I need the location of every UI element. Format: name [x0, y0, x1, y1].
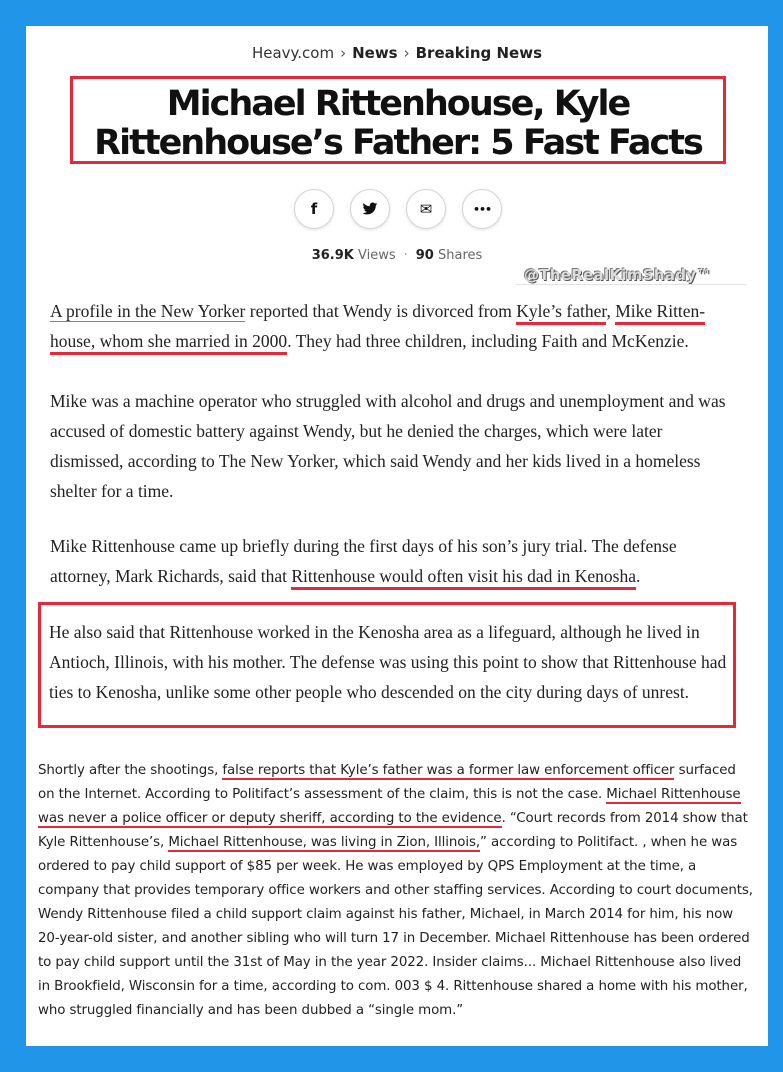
more-share-button[interactable]: [462, 189, 502, 229]
paragraph-4: He also said that Rittenhouse worked in the Kenosha area as a lifeguard, although he lived in Antioch, Illinois, with his mother. The defense was using this point to show that Rittenhouse had ties to Kenosha, unlike some other people who descended on the city during days of unrest.: [49, 622, 727, 702]
watermark: @TheRealKimShady™: [524, 266, 712, 284]
paragraph-text: ” according to Politifact. , when he was ordered to pay child support of $85 per week. He was employed by QPS Employment at the time, a company that provides temporary office workers and other staffing services. According to court documents, Wendy Rittenhouse filed a child support claim against his father, Michael, in March 2014 for him, his now 20-year-old sister, and another sibling who will turn 17 in December. Michael Rittenhouse has been ordered to pay child support until the 31st of May in the year 2022. Insider claims... Michael Rittenhouse also lived in Brookfield, Wisconsin for a time, according to com. 003 $ 4. Rittenhouse shared a home with his mother, who struggled financially and has been dubbed a “single mom.”: [38, 835, 753, 1018]
highlighted-text: Kyle’s father: [516, 301, 606, 325]
paragraph-text: Mike Rittenhouse came up briefly during the first days of his son’s jury trial. The defense attorney, Mark Richards, said that: [50, 536, 677, 586]
highlighted-text: false reports that Kyle’s father was a former law enforcement officer: [222, 763, 675, 778]
highlighted-text: Rittenhouse would often visit his dad in Kenosha: [291, 566, 636, 590]
divider: [516, 284, 746, 285]
paragraph-text: surfaced on the Internet. According to Politifact’s assessment of the claim, this is not the case.: [38, 763, 736, 802]
paragraph-5: [38, 759, 756, 1023]
page-title: [73, 85, 723, 163]
share-bar: [294, 189, 502, 229]
views-label: Views: [358, 248, 396, 263]
paragraph-3: [50, 531, 730, 591]
shares-label: Shares: [438, 248, 483, 263]
new-yorker-link[interactable]: A profile in the New Yorker: [50, 301, 246, 321]
breadcrumb-site[interactable]: Heavy.com: [251, 44, 335, 62]
paragraph-text: reported that Wendy is divorced from: [245, 301, 517, 321]
paragraph-text: .: [636, 566, 641, 586]
chevron-right-icon: ›: [340, 44, 347, 62]
email-icon: ✉: [419, 200, 433, 218]
highlighted-text: Michael Rittenhouse, was living in Zion, Illinois,: [168, 835, 481, 850]
highlighted-text: Mike Ritten-house, whom she married in 2000: [50, 301, 705, 355]
headline-line-1: Michael Rittenhouse, Kyle: [166, 84, 630, 124]
facebook-icon: f: [310, 200, 318, 218]
views-count: 36.9K: [311, 248, 354, 263]
headline-line-2: Rittenhouse’s Father: 5 Fast Facts: [94, 123, 702, 163]
facebook-share-button[interactable]: [294, 189, 334, 229]
chevron-right-icon: ›: [403, 44, 410, 62]
article-card: [26, 26, 768, 1046]
shares-count: 90: [415, 248, 434, 263]
breadcrumb: [26, 44, 768, 62]
paragraph-2: Mike was a machine operator who struggled with alcohol and drugs and unemployment and was accused of domestic battery against Wendy, but he denied the charges, which were later dismissed, according to The New Yorker, which said Wendy and her kids lived in a homeless shelter for a time.: [50, 391, 726, 501]
paragraph-text: . They had three children, including Faith and McKenzie.: [287, 331, 689, 351]
article-stats: [26, 248, 768, 263]
breadcrumb-breaking-news[interactable]: Breaking News: [415, 44, 543, 62]
paragraph-text: . “Court records from 2014 show that Kyle Rittenhouse’s,: [38, 811, 748, 850]
twitter-share-button[interactable]: [350, 189, 390, 229]
twitter-icon: [362, 202, 378, 216]
highlighted-text: Michael Rittenhouse was never a police officer or deputy sheriff, according to the evidence: [38, 787, 741, 826]
email-share-button[interactable]: [406, 189, 446, 229]
paragraph-text: Shortly after the shootings,: [38, 763, 223, 778]
paragraph-1: [50, 296, 730, 356]
headline-highlight-box: [70, 76, 726, 164]
more-icon: •••: [472, 202, 492, 216]
breadcrumb-news[interactable]: News: [352, 44, 398, 62]
separator-dot: ·: [403, 248, 408, 263]
paragraph-highlight-box: [38, 602, 736, 728]
paragraph-text: ,: [606, 301, 616, 321]
